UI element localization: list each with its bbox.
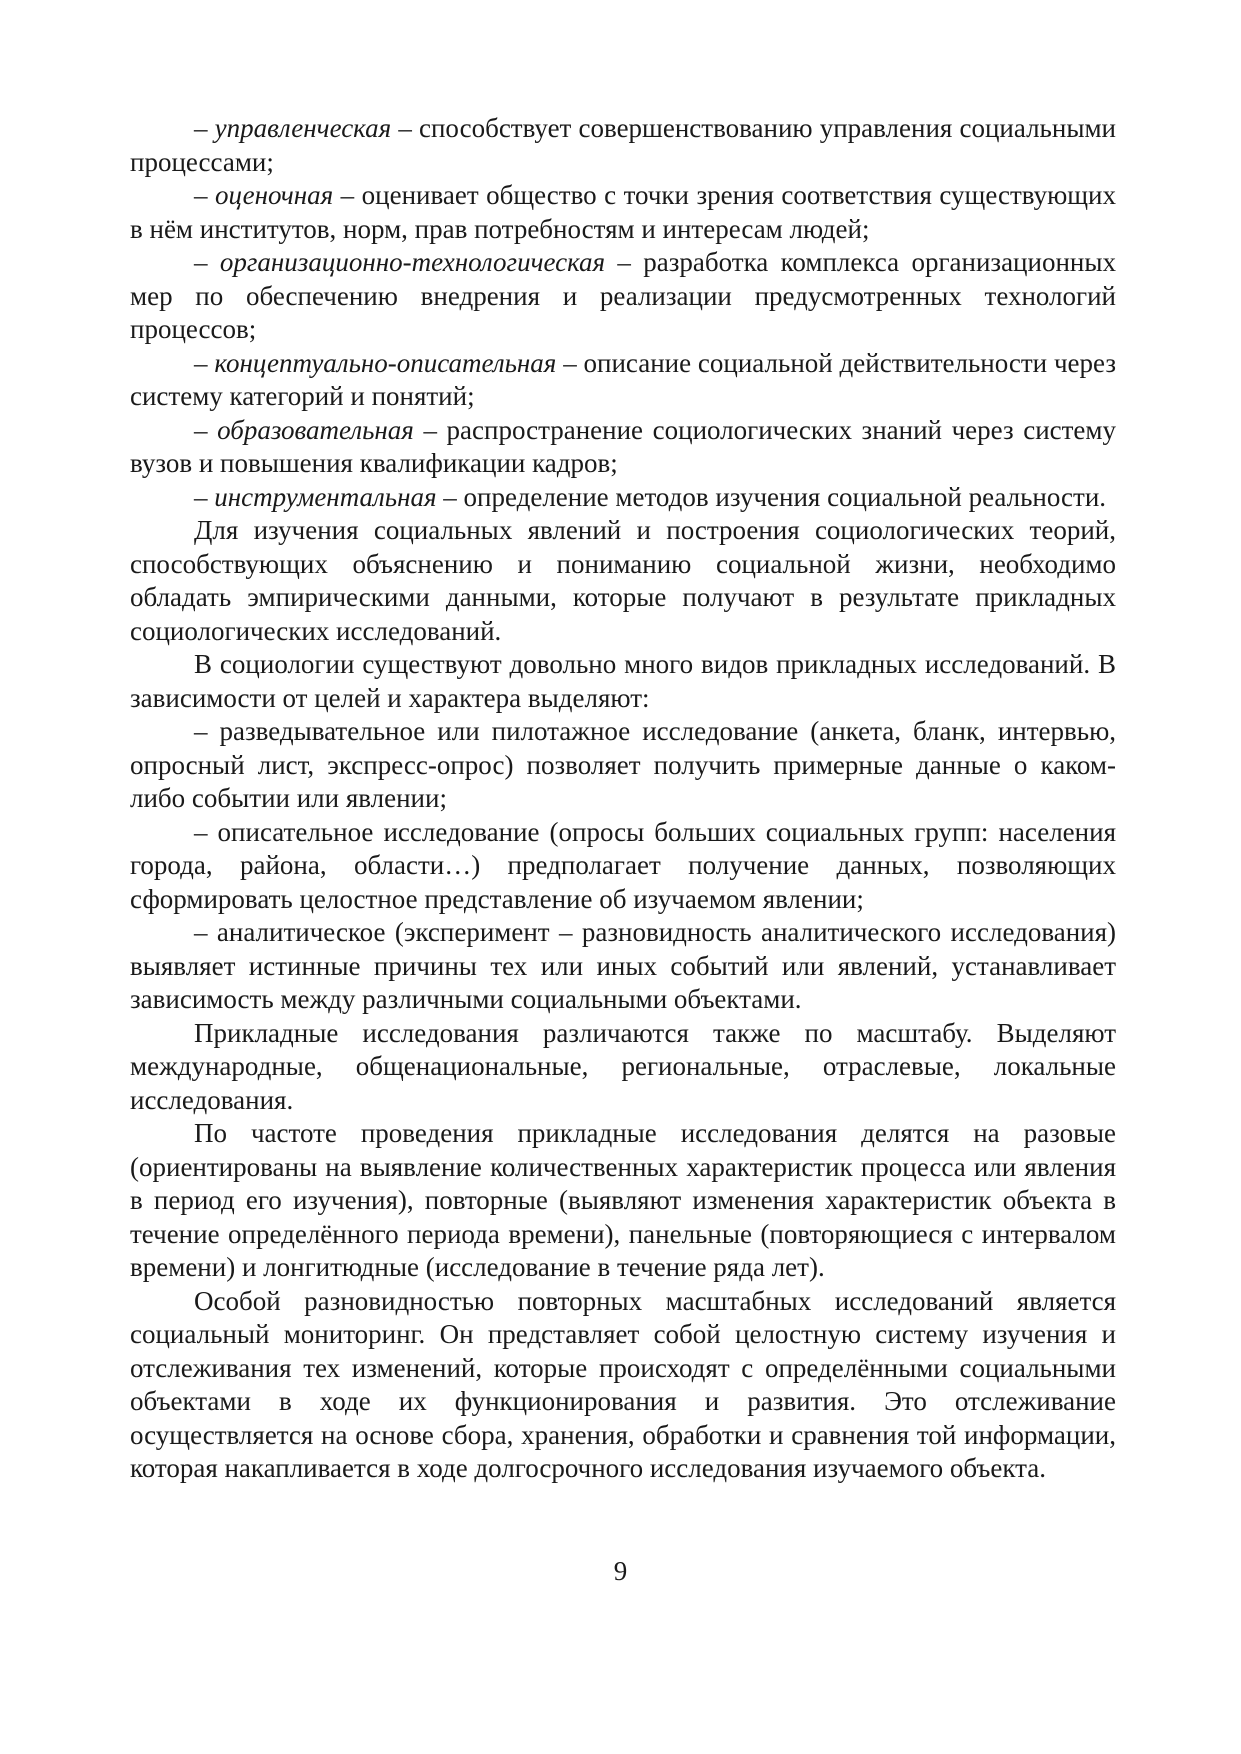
- paragraph-research-types: В социологии существуют довольно много видов прикладных исследований. В зависимости от целей и характера выделяют:: [130, 649, 1116, 713]
- list-item-exploratory: – разведывательное или пилотажное исследование (анкета, бланк, интервью, опросный лист, экспресс-опрос) позволяет получить примерные данные о каком-либо событии или явлении;: [130, 716, 1116, 813]
- function-item-managerial: – управленческая – способствует совершенствованию управления социальными процессами;: [130, 113, 1116, 177]
- function-item-evaluative: – оценочная – оценивает общество с точки зрения соответствия существующих в нём институтов, норм, прав потребностям и интересам людей;: [130, 180, 1116, 244]
- function-term: инструментальная: [214, 481, 437, 512]
- list-item-analytical: – аналитическое (эксперимент – разновидность аналитического исследования) выявляет истинные причины тех или иных событий или явлений, устанавливает зависимость между различными социальными объектами.: [130, 917, 1116, 1014]
- body-text: [130, 112, 1116, 1486]
- function-item-conceptual: – концептуально-описательная – описание социальной действительности через систему категорий и понятий;: [130, 347, 1116, 411]
- paragraph-monitoring: Особой разновидностью повторных масштабных исследований является социальный мониторинг. Он представляет собой целостную систему изучения и отслеживания тех изменений, которые происходят с определёнными социальными объектами в ходе их функционирования и развития. Это отслеживание осуществляется на основе сбора, хранения, обработки и сравнения той информации, которая накапливается в ходе долгосрочного исследования изучаемого объекта.: [130, 1285, 1116, 1483]
- paragraph-scale: Прикладные исследования различаются также по масштабу. Выделяют международные, общенациональные, региональные, отраслевые, локальные исследования.: [130, 1017, 1116, 1115]
- function-item-educational: – образовательная – распространение социологических знаний через систему вузов и повышения квалификации кадров;: [130, 414, 1116, 478]
- function-term: управленческая: [214, 113, 392, 143]
- function-item-organizational: – организационно-технологическая – разработка комплекса организационных мер по обеспечению внедрения и реализации предусмотренных технологий процессов;: [130, 247, 1116, 344]
- list-item-descriptive: – описательное исследование (опросы больших социальных групп: населения города, района, области…) предполагает получение данных, позволяющих сформировать целостное представление об изучаемом явлении;: [130, 816, 1116, 914]
- paragraph-frequency: По частоте проведения прикладные исследования делятся на разовые (ориентированы на выявление количественных характеристик процесса или явления в период его изучения), повторные (выявляют изменения характеристик объекта в течение определённого периода времени), панельные (повторяющиеся с интервалом времени) и лонгитюдные (исследование в течение ряда лет).: [130, 1118, 1116, 1282]
- page-number: 9: [613, 1556, 628, 1586]
- function-term: образовательная: [217, 414, 414, 445]
- paragraph-empirical-data: Для изучения социальных явлений и построения социологических теорий, способствующих объяснению и пониманию социальной жизни, необходимо обладать эмпирическими данными, которые получают в результате прикладных социологических исследований.: [130, 515, 1116, 646]
- function-item-instrumental: – инструментальная – определение методов изучения социальной реальности.: [194, 481, 1107, 512]
- function-term: организационно-технологическая: [219, 247, 606, 277]
- function-term: оценочная: [214, 180, 334, 210]
- function-term: концептуально-описательная: [214, 347, 557, 378]
